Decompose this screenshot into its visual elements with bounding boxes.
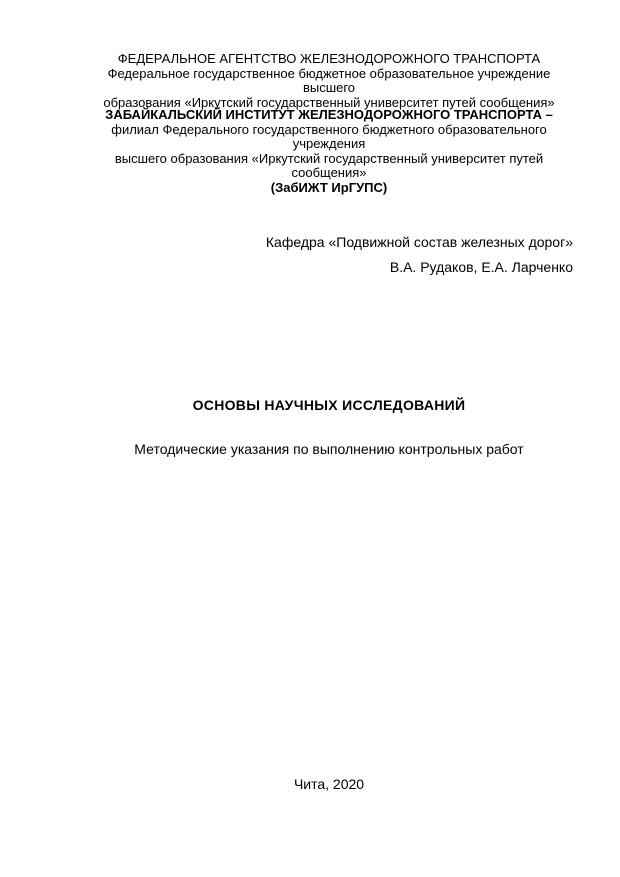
university-name-line2: образования «Иркутский государственный университет путей сообщения» bbox=[103, 94, 555, 110]
institute-description-line2: высшего образования «Иркутский государственный университет путей сообщения» bbox=[114, 150, 544, 180]
university-name-line1: Федеральное государственное бюджетное образовательное учреждение высшего bbox=[107, 65, 551, 95]
agency-name: ФЕДЕРАЛЬНОЕ АГЕНТСТВО ЖЕЛЕЗНОДОРОЖНОГО ТРАНСПОРТА bbox=[117, 51, 541, 66]
institute-name: ЗАБАЙКАЛЬСКИЙ ИНСТИТУТ ЖЕЛЕЗНОДОРОЖНОГО ТРАНСПОРТА – bbox=[105, 107, 553, 122]
city-year-imprint: Чита, 2020 bbox=[293, 776, 365, 792]
department-and-authors bbox=[85, 234, 573, 275]
department-name: Кафедра «Подвижной состав железных дорог» bbox=[265, 234, 573, 250]
institute-description-line1: филиал Федерального государственного бюджетного образовательного учреждения bbox=[111, 121, 547, 151]
institute-header bbox=[85, 108, 573, 195]
document-title: ОСНОВЫ НАУЧНЫХ ИССЛЕДОВАНИЙ bbox=[192, 397, 466, 413]
agency-header bbox=[85, 52, 573, 110]
authors: В.А. Рудаков, Е.А. Ларченко bbox=[389, 259, 573, 275]
institute-abbreviation: (ЗабИЖТ ИрГУПС) bbox=[270, 179, 388, 195]
document-subtitle: Методические указания по выполнению контрольных работ bbox=[134, 441, 524, 457]
